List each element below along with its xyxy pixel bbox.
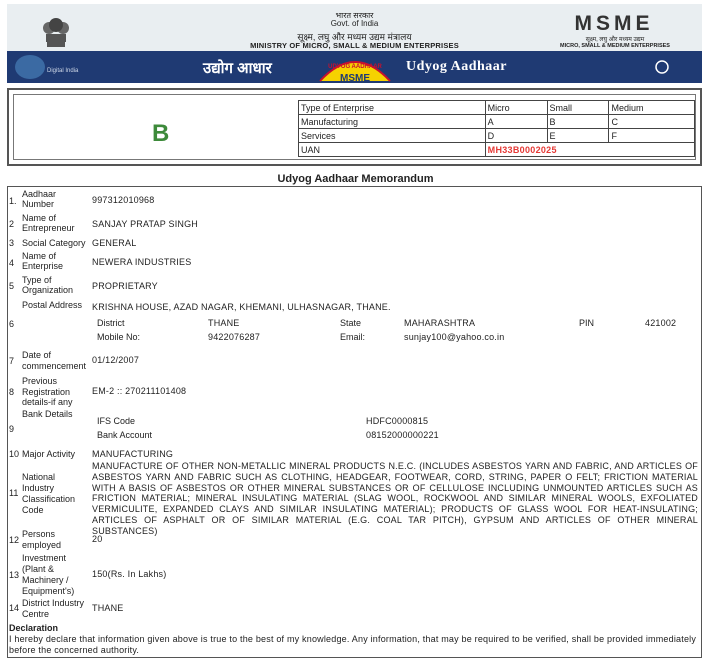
- investment-label-3: Machinery /: [22, 575, 69, 585]
- ifs-code-label: IFS Code: [97, 416, 136, 426]
- memo-title: Udyog Aadhaar Memorandum: [277, 173, 434, 185]
- postal-address-value: KRISHNA HOUSE, AZAD NAGAR, KHEMANI, ULHASNAGAR, THANE.: [92, 302, 391, 312]
- table-cell: Type of Enterprise: [299, 101, 486, 115]
- commencement-label-2: commencement: [22, 361, 87, 371]
- msme-hindi: सूक्ष्म, लघु और मध्यम उद्यम: [585, 37, 645, 43]
- memorandum-details: [7, 186, 702, 658]
- previous-label-2: Registration: [22, 387, 71, 397]
- make-in-india-icon: [647, 60, 677, 75]
- badge-bottom-text: MSME: [340, 73, 370, 84]
- digital-india-icon: [15, 55, 45, 79]
- investment-label-4: Equipment's): [22, 586, 75, 596]
- previous-label: Previous: [22, 376, 58, 386]
- enterprise-name-value: NEWERA INDUSTRIES: [92, 257, 192, 267]
- bank-details-label: Bank Details: [22, 409, 73, 419]
- table-cell: F: [609, 129, 695, 143]
- nic-label-2: Industry: [22, 483, 55, 493]
- table-cell: B: [547, 115, 609, 129]
- commencement-label: Date of: [22, 350, 52, 360]
- dic-label: District Industry: [22, 598, 85, 608]
- msme-logo-text: MSME: [574, 13, 654, 33]
- entrepreneur-value: SANJAY PRATAP SINGH: [92, 219, 198, 229]
- field-number: 11: [9, 488, 19, 498]
- enterprise-name-label: Name of: [22, 251, 57, 261]
- udyog-aadhaar-badge: [316, 51, 394, 85]
- commencement-value: 01/12/2007: [92, 355, 140, 365]
- enterprise-type-box: [7, 88, 702, 166]
- declaration-text: I hereby declare that information given above is true to the best of my knowledge. Any information, that may be required to be verified, shall be provided immediately before the concerned authority.: [9, 634, 697, 655]
- field-number: 9: [9, 424, 15, 434]
- ministry-header: [7, 4, 702, 51]
- investment-label: Investment: [22, 553, 67, 563]
- gov-english: Govt. of India: [330, 19, 379, 28]
- table-row: [299, 143, 695, 157]
- table-cell: E: [547, 129, 609, 143]
- msme-logo: [550, 13, 678, 33]
- nic-value: MANUFACTURE OF OTHER NON-METALLIC MINERAL PRODUCTS N.E.C. (INCLUDES ASBESTOS YARN AND FABRIC, AND ARTICLES OF ASBESTOS YARN AND FABRIC SUCH AS CLOTHING, HEADGEAR, FOOTWEAR, CORD, STRING, PAPER O FELT; FRICTION MATERIAL WITH A BASIS OF ASBESTOS OR OTHER MINERAL SUBSTANCES OR OF CELLULOSE INCLUDING UNMOUNTED ARTICLES SUCH AS FRICTION MATERIAL; MINERAL INSULATING MATERIAL (SLAG WOOL, ROCKWOOL AND SIMILAR MINERAL WOOLS, EXFOLIATED VERMICULITE, EXPANDED CLAYS AND SIMILAR INSULATING MATERIAL); PRODUCTS OF GLASS WOOL FOR HEAT-INSULATING; ARTICLES OF ASPHALT OR OF SIMILAR MATERIAL (E.G. COAL TAR PITCH), GYPSUM AND ARTICLES OF OTHER MINERAL SUBSTANCES): [92, 461, 698, 536]
- district-value: THANE: [208, 318, 240, 328]
- bank-account-value: 08152000000221: [366, 430, 439, 440]
- table-cell: C: [609, 115, 695, 129]
- table-cell: D: [485, 129, 547, 143]
- table-cell: A: [485, 115, 547, 129]
- dic-value: THANE: [92, 603, 124, 613]
- table-row: [299, 101, 695, 115]
- table-cell: Manufacturing: [299, 115, 486, 129]
- entrepreneur-label-2: Entrepreneur: [22, 223, 75, 233]
- uan-label: UAN: [299, 143, 486, 157]
- field-number: 1.: [9, 196, 17, 206]
- table-cell: Micro: [485, 101, 547, 115]
- investment-value: 150(Rs. In Lakhs): [92, 569, 167, 579]
- aadhaar-value: 997312010968: [92, 195, 155, 205]
- aadhaar-label-2: Number: [22, 199, 55, 209]
- nic-label-4: Code: [22, 505, 44, 515]
- postal-address-label: Postal Address: [22, 300, 83, 310]
- investment-label-2: (Plant &: [22, 564, 55, 574]
- persons-value: 20: [92, 534, 103, 544]
- uan-value: MH33B0002025: [485, 143, 694, 157]
- entrepreneur-label: Name of: [22, 213, 57, 223]
- org-type-label-2: Organization: [22, 285, 74, 295]
- social-category-label: Social Category: [22, 238, 86, 248]
- field-number: 4: [9, 258, 15, 268]
- enterprise-type-inner: [13, 94, 696, 160]
- table-cell: Small: [547, 101, 609, 115]
- field-number: 12: [9, 535, 20, 545]
- badge-top-text: UDYOG AADHAAR: [328, 64, 382, 70]
- email-value: sunjay100@yahoo.co.in: [404, 332, 505, 342]
- ifs-code-value: HDFC0000815: [366, 416, 429, 426]
- field-number: 14: [9, 603, 20, 613]
- field-number: 8: [9, 387, 15, 397]
- field-number: 10: [9, 449, 20, 459]
- nic-label-3: Classification: [22, 494, 76, 504]
- udyog-english: Udyog Aadhaar: [406, 59, 508, 74]
- field-number: 2: [9, 219, 15, 229]
- mobile-value: 9422076287: [208, 332, 261, 342]
- table-cell: Services: [299, 129, 486, 143]
- udyog-hindi: उद्योग आधार: [203, 60, 272, 77]
- org-type-label: Type of: [22, 275, 52, 285]
- district-label: District: [97, 318, 125, 328]
- major-activity-value: MANUFACTURING: [92, 449, 174, 459]
- pin-value: 421002: [645, 318, 677, 328]
- mobile-label: Mobile No:: [97, 332, 141, 342]
- digital-india-tag: Digital India: [47, 68, 79, 74]
- table-row: [299, 129, 695, 143]
- dic-label-2: Centre: [22, 609, 50, 619]
- field-number: 13: [9, 570, 20, 580]
- table-cell: Medium: [609, 101, 695, 115]
- gov-hindi: भारत सरकार: [335, 11, 374, 20]
- field-number: 5: [9, 281, 15, 291]
- state-label: State: [340, 318, 362, 328]
- persons-label: Persons: [22, 529, 56, 539]
- declaration-title: Declaration: [9, 623, 59, 633]
- msme-english: MICRO, SMALL & MEDIUM ENTERPRISES: [560, 43, 670, 49]
- ministry-hindi: सूक्ष्म, लघु और मध्यम उद्यम मंत्रालय: [297, 32, 412, 42]
- enterprise-name-label-2: Enterprise: [22, 261, 64, 271]
- category-letter: B: [152, 120, 170, 147]
- ministry-english: MINISTRY OF MICRO, SMALL & MEDIUM ENTERPRISES: [250, 41, 459, 50]
- email-label: Email:: [340, 332, 366, 342]
- state-value: MAHARASHTRA: [404, 318, 476, 328]
- enterprise-type-table: [298, 100, 695, 157]
- major-activity-label: Major Activity: [22, 449, 76, 459]
- persons-label-2: employed: [22, 540, 62, 550]
- pin-label: PIN: [579, 318, 595, 328]
- previous-value: EM-2 :: 270211101408: [92, 386, 187, 396]
- bank-account-label: Bank Account: [97, 430, 153, 440]
- previous-label-3: details-if any: [22, 397, 73, 407]
- field-number: 7: [9, 356, 15, 366]
- field-number: 3: [9, 238, 15, 248]
- field-number: 6: [9, 319, 15, 329]
- nic-label: National: [22, 472, 56, 482]
- table-row: [299, 115, 695, 129]
- org-type-value: PROPRIETARY: [92, 281, 158, 291]
- aadhaar-label: Aadhaar: [22, 189, 57, 199]
- social-category-value: GENERAL: [92, 238, 137, 248]
